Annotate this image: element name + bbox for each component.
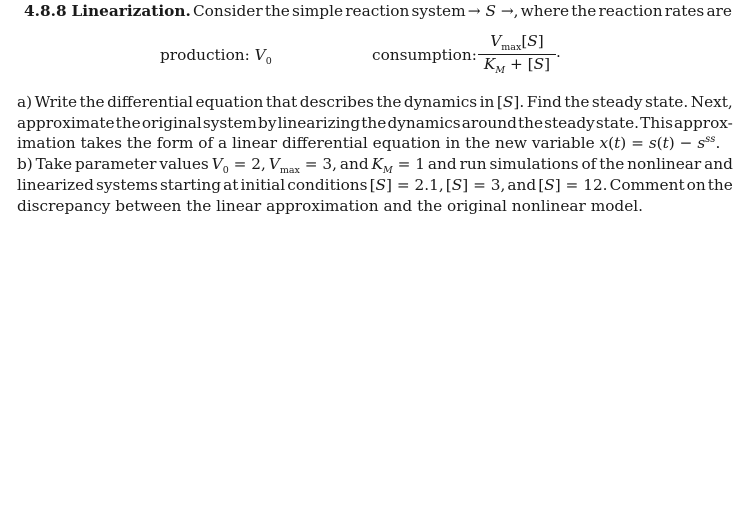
consumption-label: consumption: bbox=[372, 46, 477, 64]
problem-title: Linearization. bbox=[71, 2, 191, 20]
fraction-period: . bbox=[556, 43, 561, 61]
fraction-numerator: $V_{max}[S]$ bbox=[478, 32, 556, 55]
problem-header: 4.8.8 Linearization. Consider the simple reaction system → S →, where the reaction rates are bbox=[24, 2, 732, 20]
consumption-fraction bbox=[478, 32, 556, 76]
production-label: production: bbox=[160, 46, 250, 64]
problem-number: 4.8.8 bbox=[24, 2, 67, 20]
fraction-denominator: $K_M + [S]$ bbox=[483, 55, 551, 76]
production-rate: production: $V_0$ bbox=[160, 46, 272, 67]
document-page: 4.8.8 Linearization. Consider the simple reaction system → S →, where the reaction rates are production: $V_0$ consumption: $V_{max}[S]$ $K_M + [S]$ . a) Write the differential equation that describes the dynamics in [S]. Find the steady state. Next, approximate the original system by linearizing the dynamics around the steady state. This approx- imation takes the form of a linear differential equation in the new variable $x(t) = s(t) - s^{ss}$. b) Take parameter values $V_0 = 2$, $V_{max} = 3$, and $K_M = 1$ and run simulations of the nonlinear and linearized systems starting at initial conditions [S] = 2.1, [S] = 3, and [S] = 12. Comment on the discrepancy between the linear approximation and the original nonlinear model. bbox=[17, 2, 733, 215]
